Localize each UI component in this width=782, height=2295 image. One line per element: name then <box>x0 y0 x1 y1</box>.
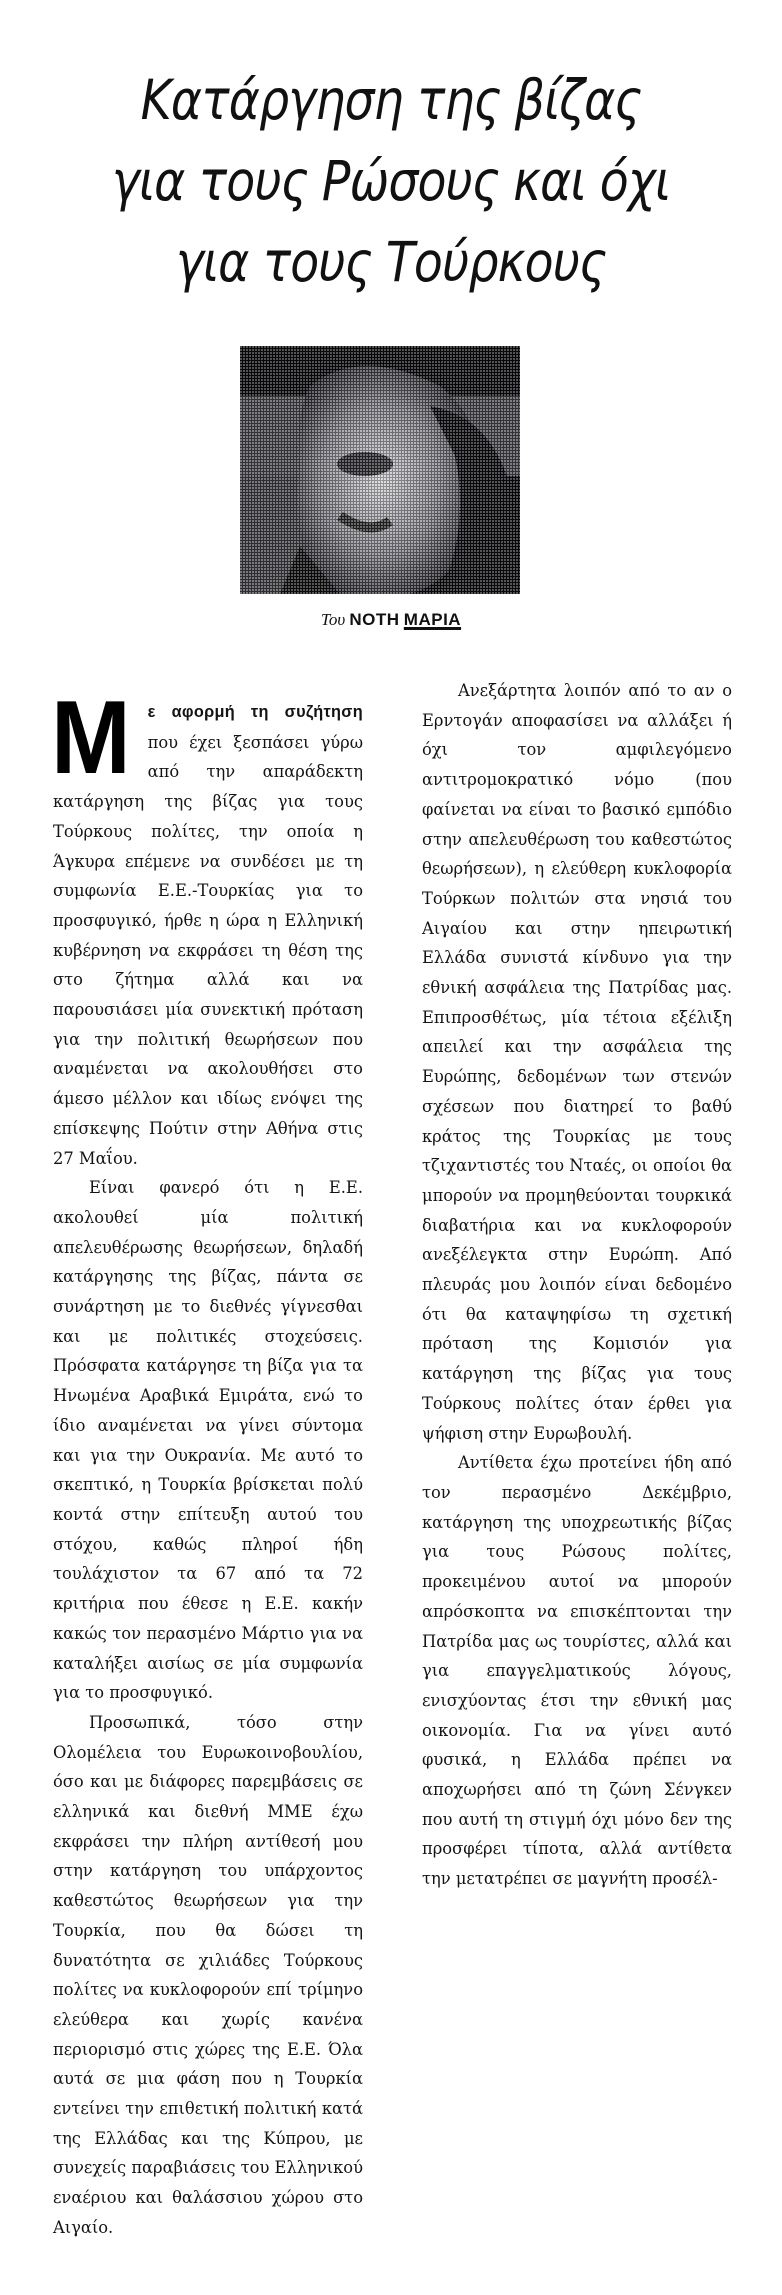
paragraph: Προσωπικά, τόσο στην Ολομέλεια του Ευρωκοινοβουλίου, όσο και με διάφορες παρεμβάσεις σε ελληνικά και διεθνή ΜΜΕ έχω εκφράσει την πλήρη αντίθεσή μου στην κατάργηση του υπάρχοντος καθεστώτος θεωρήσεων για την Τουρκία, που θα δώσει τη δυνατότητα σε χιλιάδες Τούρκους πολίτες να κυκλοφορούν επί τρίμηνο ελεύθερα και χωρίς κανένα περιορισμό στις χώρες της Ε.Ε. Όλα αυτά σε μια φάση που η Τουρκία εντείνει την επιθετική πολιτική κατά της Ελλάδας και της Κύπρου, με συνεχείς παραβιάσεις του Ελληνικού εναέριου και θαλάσσιου χώρου στο Αιγαίο. <box>53 1712 363 2237</box>
headline-line-1: Κατάργηση της βίζας <box>140 68 642 132</box>
byline <box>0 610 782 630</box>
paragraph: Ανεξάρτητα λοιπόν από το αν ο Ερντογάν αποφασίσει να αλλάξει ή όχι τον αμφιλεγόμενο αντιτρομοκρατικό νόμο (που φαίνεται να είναι το βασικό εμπόδιο στην απελευθέρωση του καθεστώτος θεωρήσεων), η ελεύθερη κυκλοφορία Τούρκων πολιτών στα νησιά του Αιγαίου και στην ηπειρωτική Ελλάδα συνιστά κίνδυνο για την εθνική ασφάλεια της Πατρίδας μας. Επιπροσθέτως, μία τέτοια εξέλιξη απειλεί και την ασφάλεια της Ευρώπης, δεδομένων των στενών σχέσεων που διατηρεί το βαθύ κράτος της Τουρκίας με τους τζιχαντιστές του Νταές, οι οποίοι θα μπορούν να προμηθεύονται τουρκικά διαβατήρια και να κυκλοφορούν ανεξέλεγκτα στην Ευρώπη. Από πλευράς μου λοιπόν είναι δεδομένο ότι θα καταψηφίσω τη σχετική πρόταση της Κομισιόν για κατάργηση της βίζας για τους Τούρκους πολίτες όταν έρθει για ψήφιση στην Ευρωβουλή. <box>422 681 732 1443</box>
headline-line-2: για τους Ρώσους και όχι <box>111 149 671 213</box>
lead-in: ε αφορμή τη συζήτηση <box>147 703 363 721</box>
article-column-left <box>51 680 363 2243</box>
portrait-image <box>240 346 520 594</box>
paragraph-text: που έχει ξεσπάσει γύρω από την απαράδεκτη κατάργηση της βίζας για τους Τούρκους πολίτες, την οποία η Άγκυρα επέμενε να συνδέσει με τη συμφωνία Ε.Ε.-Τουρκίας για το προσφυγικό, ήρθε η ώρα η Ελληνική κυβέρνηση να εκφράσει τη θέση της στο ζήτημα αλλά και να παρουσιάσει μία συνεκτική πρόταση για την πολιτική θεωρήσεων που αναμένεται να ακολουθήσει στο άμεσο μέλλον και ιδίως ενόψει της επίσκεψης Πούτιν στην Αθήνα στις 27 Μαΐου. <box>53 732 363 1168</box>
author-first-name: ΝΟΤΗ <box>349 610 400 629</box>
headline <box>55 60 728 303</box>
author-photo <box>240 346 520 594</box>
paragraph <box>51 680 363 1173</box>
headline-line-3: για τους Τούρκους <box>175 230 607 294</box>
author-last-name: ΜΑΡΙΑ <box>403 610 462 629</box>
paragraph: Είναι φανερό ότι η Ε.Ε. ακολουθεί μία πολιτική απελευθέρωσης θεωρήσεων, δηλαδή κατάργησης της βίζας, πάντα σε συνάρτηση με το διεθνές γίγνεσθαι και με πολιτικές στοχεύσεις. Πρόσφατα κατάργησε τη βίζα για τα Ηνωμένα Αραβικά Εμιράτα, ενώ το ίδιο αναμένεται να γίνει σύντομα και για την Ουκρανία. Με αυτό το σκεπτικό, η Τουρκία βρίσκεται πολύ κοντά στην επίτευξη αυτού του στόχου, καθώς πληροί ήδη τουλάχιστον τα 67 από τα 72 κριτήρια που έθεσε η Ε.Ε. κακήν κακώς τον περασμένο Μάρτιο για να καταλήξει αισίως σε μία συμφωνία για το προσφυγικό. <box>53 1178 363 1703</box>
byline-prefix: Του <box>320 610 346 629</box>
article-column-right <box>422 676 732 1894</box>
dropcap: Μ <box>51 680 131 796</box>
paragraph: Αντίθετα έχω προτείνει ήδη από τον περασμένο Δεκέμβριο, κατάργηση της υποχρεωτικής βίζας για τους Ρώσους πολίτες, προκειμένου αυτοί να μπορούν απρόσκοπτα να επισκέπτονται την Πατρίδα μας ως τουρίστες, αλλά και για επαγγελματικούς λόγους, ενισχύοντας έτσι την εθνική μας οικονομία. Για να γίνει αυτό φυσικά, η Ελλάδα πρέπει να αποχωρήσει από τη ζώνη Σένγκεν που αυτή τη στιγμή όχι μόνο δεν της προσφέρει τίποτα, αλλά αντίθετα την μετατρέπει σε μαγνήτη προσέλ- <box>422 1453 732 1889</box>
